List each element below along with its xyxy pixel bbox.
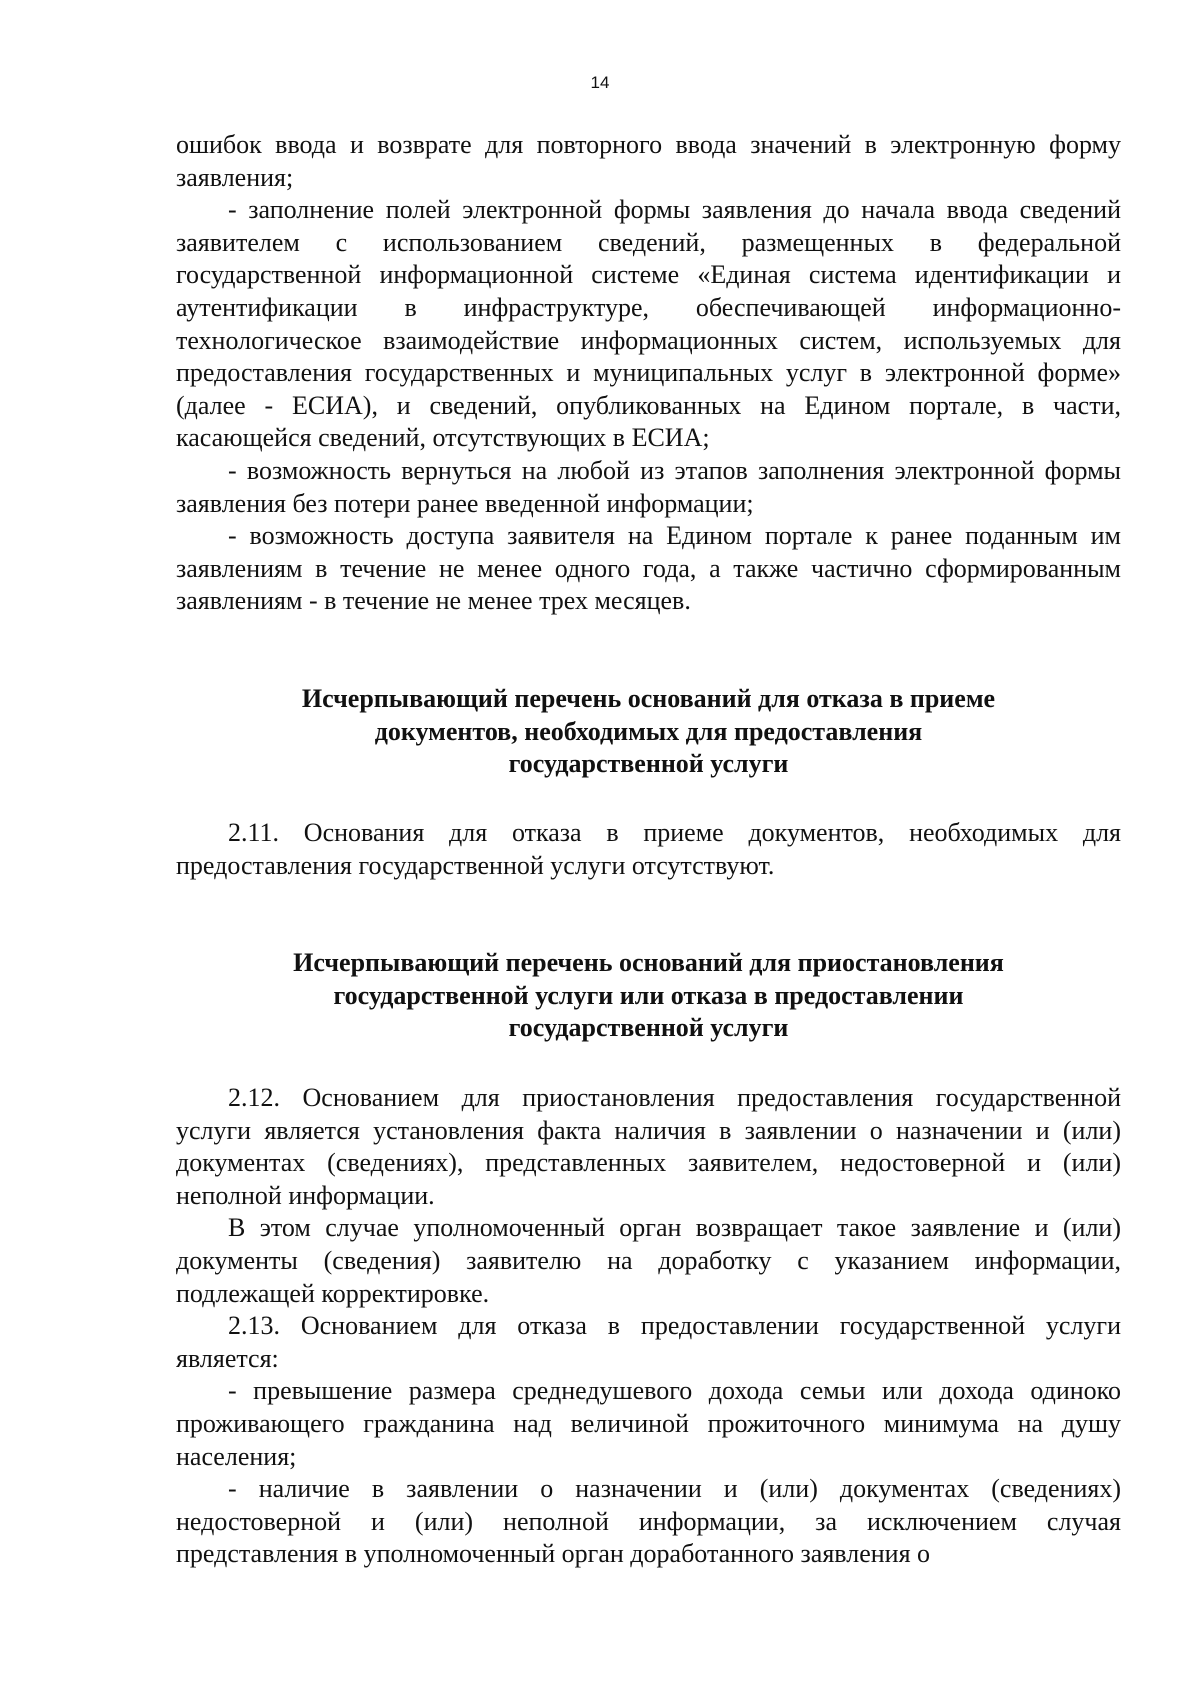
heading-line: документов, необходимых для предоставления bbox=[374, 716, 923, 746]
paragraph: - превышение размера среднедушевого дохода семьи или дохода одиноко проживающего гражданина над величиной прожиточного минимума на душу населения; bbox=[176, 1376, 1121, 1471]
text-block-2-11 bbox=[176, 817, 1121, 882]
paragraph: 2.12. Основанием для приостановления предоставления государственной услуги является установления факта наличия в заявлении о назначении и (или) документах (сведениях), представленных заявителем, недостоверной и (или) неполной информации. bbox=[176, 1083, 1121, 1210]
text-block-esia-features bbox=[176, 129, 1121, 618]
heading-line: Исчерпывающий перечень оснований для отказа в приеме bbox=[301, 684, 996, 713]
paragraph: В этом случае уполномоченный орган возвращает такое заявление и (или) документы (сведения) заявителю на доработку с указанием информации, подлежащей корректировке. bbox=[176, 1213, 1121, 1308]
heading-line: Исчерпывающий перечень оснований для приостановления bbox=[293, 948, 1004, 977]
heading-line: государственной услуги bbox=[508, 1013, 789, 1043]
text-block-2-12-2-13 bbox=[176, 1082, 1121, 1571]
page-number: 14 bbox=[590, 73, 610, 92]
paragraph: - возможность доступа заявителя на Едином портале к ранее поданным им заявлениям в течение не менее одного года, а также частично сформированным заявлениям - в течение не менее трех месяцев. bbox=[176, 521, 1121, 616]
heading-line: государственной услуги или отказа в предоставлении bbox=[333, 980, 964, 1010]
section-heading-suspension-or-refusal bbox=[176, 947, 1121, 1045]
paragraph: 2.13. Основанием для отказа в предоставлении государственной услуги является: bbox=[176, 1311, 1121, 1373]
section-heading-refusal-of-documents bbox=[176, 683, 1121, 781]
paragraph: 2.11. Основания для отказа в приеме документов, необходимых для предоставления государственной услуги отсутствуют. bbox=[176, 818, 1121, 880]
paragraph: - заполнение полей электронной формы заявления до начала ввода сведений заявителем с использованием сведений, размещенных в федеральной государственной информационной системе «Единая система идентификации и аутентификации в инфраструктуре, обеспечивающей информационно-технологическое взаимодействие информационных систем, используемых для предоставления государственных и муниципальных услуг в электронной форме» (далее - ЕСИА), и сведений, опубликованных на Едином портале, в части, касающейся сведений, отсутствующих в ЕСИА; bbox=[176, 195, 1121, 453]
paragraph: - возможность вернуться на любой из этапов заполнения электронной формы заявления без потери ранее введенной информации; bbox=[176, 455, 1121, 518]
paragraph: - наличие в заявлении о назначении и (или) документах (сведениях) недостоверной и (или) неполной информации, за исключением случая представления в уполномоченный орган доработанного заявления о bbox=[176, 1474, 1121, 1569]
heading-line: государственной услуги bbox=[508, 749, 789, 779]
paragraph: ошибок ввода и возврате для повторного ввода значений в электронную форму заявления; bbox=[176, 130, 1121, 192]
